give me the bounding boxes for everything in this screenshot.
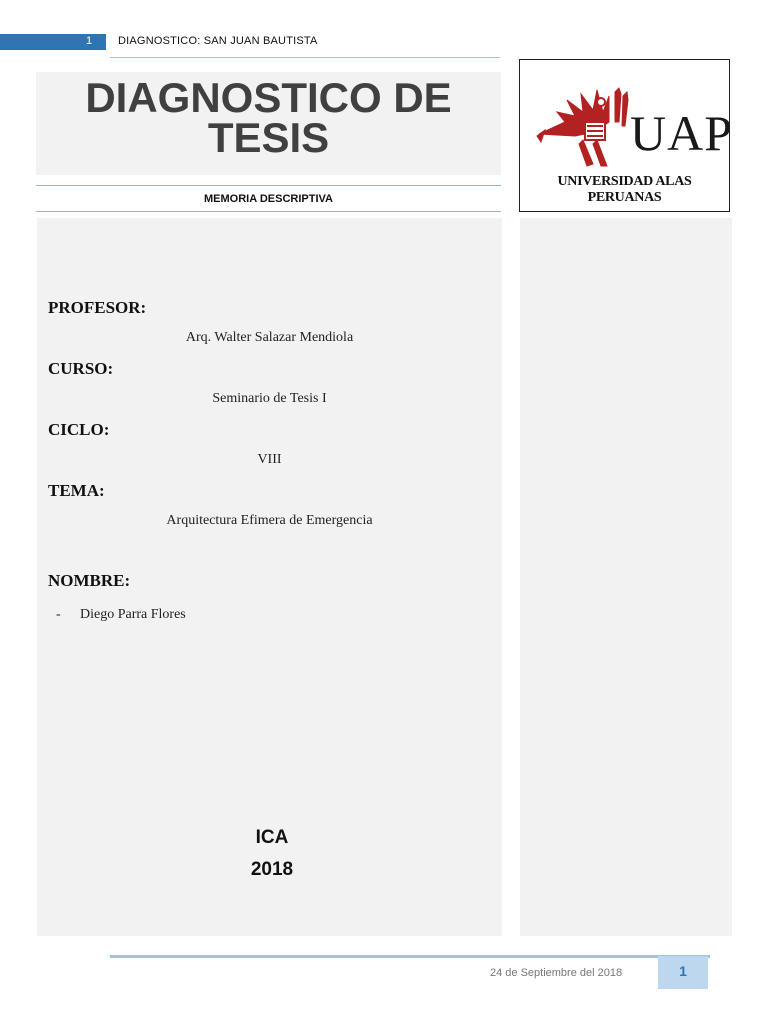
footer-date: 24 de Septiembre del 2018	[490, 967, 623, 979]
document-title	[36, 74, 501, 161]
profesor-label: PROFESOR:	[48, 298, 147, 317]
footer-rule	[110, 955, 710, 958]
title-rule-top	[36, 185, 501, 186]
header-rule	[110, 57, 500, 58]
ciclo-label: CICLO:	[48, 420, 110, 439]
title-line-2: TESIS	[207, 114, 330, 161]
nombre-label: NOMBRE:	[48, 571, 131, 590]
tema-value: Arquitectura Efimera de Emergencia	[166, 513, 373, 528]
header-page-number: 1	[86, 35, 93, 47]
nombre-value: Diego Parra Flores	[80, 607, 186, 622]
bird-emblem-icon	[535, 82, 631, 170]
year: 2018	[250, 859, 294, 880]
curso-value: Seminario de Tesis I	[212, 391, 327, 406]
logo-university-name: UNIVERSIDAD ALAS PERUANAS	[557, 174, 692, 205]
ciclo-value: VIII	[257, 452, 282, 467]
nombre-bullet: -	[56, 607, 61, 622]
title-rule-bottom	[36, 211, 501, 212]
header-title: DIAGNOSTICO: SAN JUAN BAUTISTA	[118, 35, 318, 47]
curso-label: CURSO:	[48, 359, 114, 378]
title-line-1: DIAGNOSTICO DE	[85, 74, 452, 121]
city: ICA	[255, 827, 289, 848]
tema-label: TEMA:	[48, 481, 105, 500]
side-panel	[520, 218, 732, 936]
profesor-value: Arq. Walter Salazar Mendiola	[185, 330, 354, 345]
logo-acronym: UAP	[630, 105, 734, 161]
footer-page-number: 1	[679, 963, 687, 979]
place-block	[37, 822, 507, 886]
document-subtitle: MEMORIA DESCRIPTIVA	[204, 193, 333, 205]
